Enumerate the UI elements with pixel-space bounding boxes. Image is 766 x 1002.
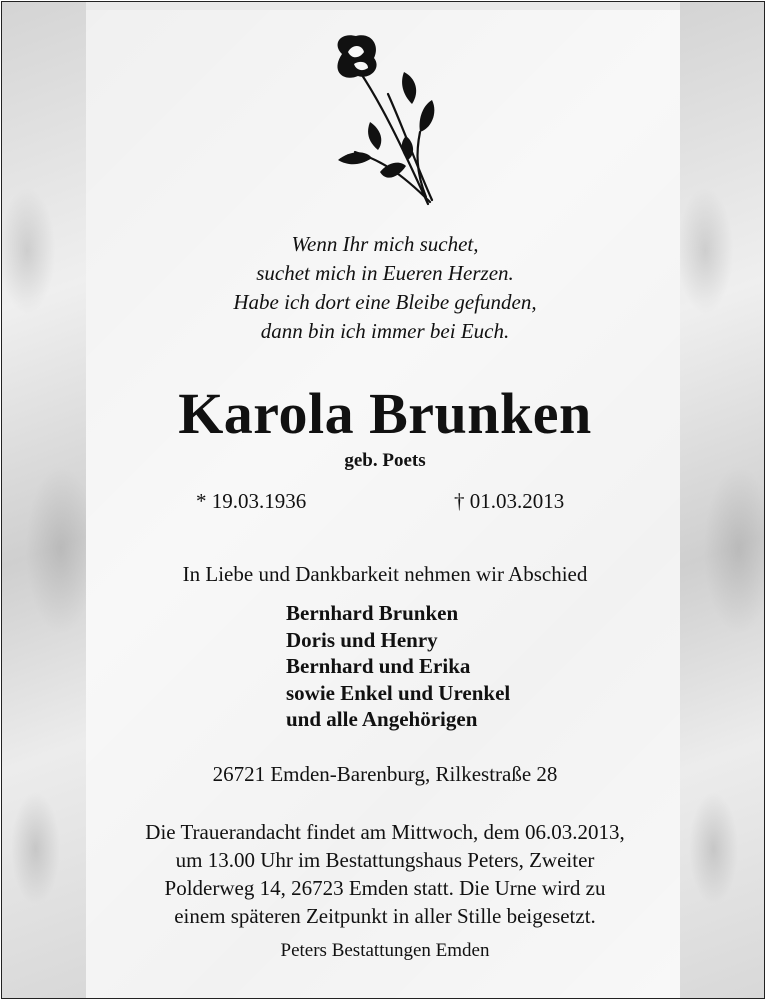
service-line: einem späteren Zeitpunkt in aller Stille beigesetzt. — [174, 904, 596, 928]
family-list — [286, 600, 510, 733]
family-address: 26721 Emden-Barenburg, Rilkestraße 28 — [212, 762, 558, 786]
service-line: um 13.00 Uhr im Bestattungshaus Peters, Zweiter — [175, 848, 595, 872]
family-member: sowie Enkel und Urenkel — [286, 680, 511, 705]
deceased-name: Karola Brunken — [178, 381, 592, 446]
undertaker-name: Peters Bestattungen Emden — [280, 940, 490, 961]
service-info — [2, 818, 764, 930]
poem-line: suchet mich in Eueren Herzen. — [256, 261, 514, 285]
family-member: Doris und Henry — [286, 627, 438, 652]
obituary-notice — [2, 2, 764, 998]
death-date: † 01.03.2013 — [454, 489, 565, 513]
memorial-poem — [2, 230, 764, 346]
family-member: und alle Angehörigen — [286, 707, 478, 731]
rose-icon — [320, 32, 450, 212]
poem-line: dann bin ich immer bei Euch. — [260, 319, 510, 343]
birth-date: * 19.03.1936 — [196, 489, 307, 513]
service-line: Polderweg 14, 26723 Emden statt. Die Urne wird zu — [164, 876, 606, 900]
family-member: Bernhard Brunken — [286, 601, 459, 625]
family-member: Bernhard und Erika — [286, 654, 471, 678]
poem-line: Wenn Ihr mich suchet, — [291, 232, 479, 256]
service-line: Die Trauerandacht findet am Mittwoch, dem 06.03.2013, — [145, 820, 625, 844]
birth-name: geb. Poets — [344, 450, 426, 471]
poem-line: Habe ich dort eine Bleibe gefunden, — [233, 290, 537, 314]
farewell-line: In Liebe und Dankbarkeit nehmen wir Abschied — [182, 562, 588, 586]
